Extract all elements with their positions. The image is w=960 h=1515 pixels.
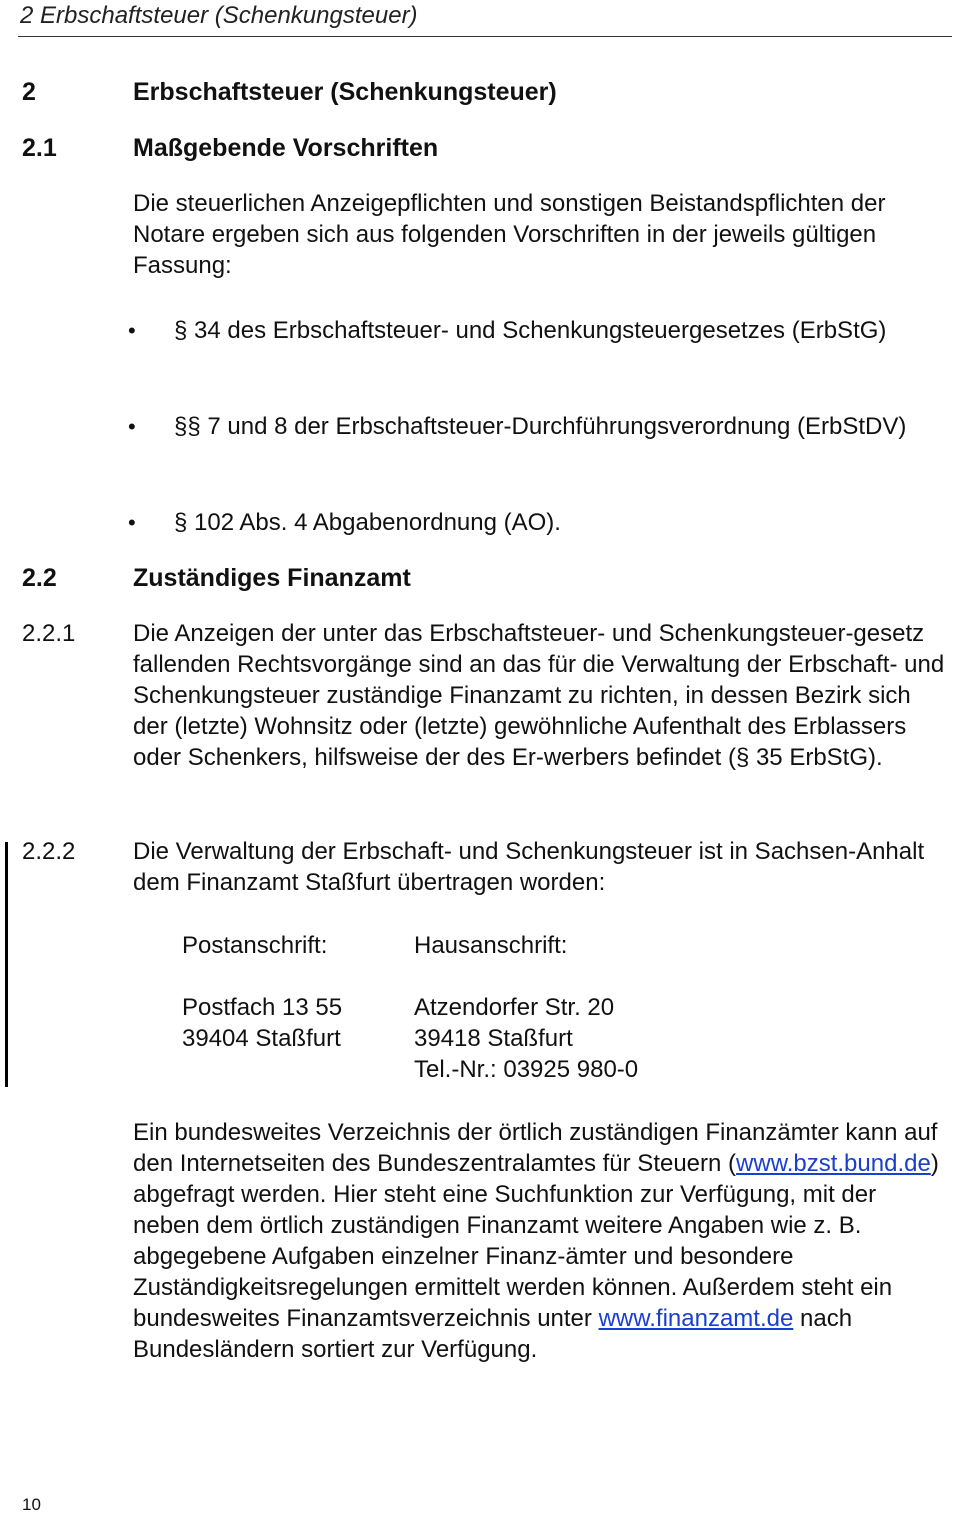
subsection-2-1-title: Maßgebende Vorschriften — [133, 134, 439, 162]
closing-text: nach Bundesländern sortiert zur Verfügung. — [133, 1305, 853, 1363]
bullet-dot-icon: • — [128, 318, 136, 343]
closing-paragraph — [133, 1117, 948, 1365]
paragraph-2-2-1-number: 2.2.1 — [22, 620, 76, 647]
phone-number: Tel.-Nr.: 03925 980-0 — [414, 1056, 639, 1083]
house-address-line: 39418 Staßfurt — [414, 1025, 573, 1052]
postal-address-line: 39404 Staßfurt — [182, 1025, 341, 1052]
bzst-link[interactable]: www.bzst.bund.de — [736, 1150, 931, 1177]
closing-text: ) abgefragt werden. Hier steht eine Suchfunktion zur Verfügung, mit der neben dem örtlich zuständigen Finanzamt weitere Angaben wie z. B. abgegebene Aufgaben einzelner Finanz-ämter und besondere Zuständigkeitsregelungen ermittelt werden können. Außerdem steht ein bundesweites Finanzamtsverzeichnis unter — [133, 1150, 939, 1332]
intro-paragraph: Die steuerlichen Anzeigepflichten und sonstigen Beistandspflichten der Notare ergeben sich aus folgenden Vorschriften in der jeweils gültigen Fassung: — [133, 190, 886, 279]
postal-address-label: Postanschrift: — [182, 932, 328, 959]
header-rule — [18, 36, 952, 37]
closing-text: Ein bundesweites Verzeichnis der örtlich zuständigen Finanzämter kann auf den Internetseiten des Bundeszentralamtes für Steuern ( — [133, 1119, 938, 1177]
subsection-2-2-title: Zuständiges Finanzamt — [133, 564, 411, 592]
section-title: Erbschaftsteuer (Schenkungsteuer) — [133, 78, 557, 106]
subsection-2-2-number: 2.2 — [22, 564, 57, 592]
postal-address-line: Postfach 13 55 — [182, 994, 343, 1021]
house-address-label: Hausanschrift: — [414, 932, 568, 959]
house-address-line: Atzendorfer Str. 20 — [414, 994, 615, 1021]
paragraph-2-2-1: Die Anzeigen der unter das Erbschaftsteuer- und Schenkungsteuer-gesetz fallenden Rechtsvorgänge sind an das für die Verwaltung der Erbschaft- und Schenkungsteuer zuständige Finanzamt zu richten, in dessen Bezirk sich der (letzte) Wohnsitz oder (letzte) gewöhnliche Aufenthalt des Erblassers oder Schenkers, hilfsweise der des Er-werbers befindet (§ 35 ErbStG). — [133, 620, 945, 771]
paragraph-2-2-2: Die Verwaltung der Erbschaft- und Schenkungsteuer ist in Sachsen-Anhalt dem Finanzamt Staßfurt übertragen worden: — [133, 838, 925, 896]
running-header: 2 Erbschaftsteuer (Schenkungsteuer) — [20, 2, 418, 29]
finanzamt-link[interactable]: www.finanzamt.de — [598, 1305, 794, 1332]
paragraph-2-2-2-number: 2.2.2 — [22, 838, 76, 865]
page-number: 10 — [22, 1495, 41, 1514]
bullet-dot-icon: • — [128, 510, 136, 535]
bullet-item-ao: § 102 Abs. 4 Abgabenordnung (AO). — [174, 509, 561, 536]
bullet-dot-icon: • — [128, 414, 136, 439]
bullet-item-erbstg: § 34 des Erbschaftsteuer- und Schenkungsteuergesetzes (ErbStG) — [174, 317, 887, 344]
section-number: 2 — [22, 78, 36, 106]
bullet-item-erbstdv: §§ 7 und 8 der Erbschaftsteuer-Durchführungsverordnung (ErbStDV) — [174, 413, 907, 440]
subsection-2-1-number: 2.1 — [22, 134, 57, 162]
change-bar — [5, 842, 8, 1087]
